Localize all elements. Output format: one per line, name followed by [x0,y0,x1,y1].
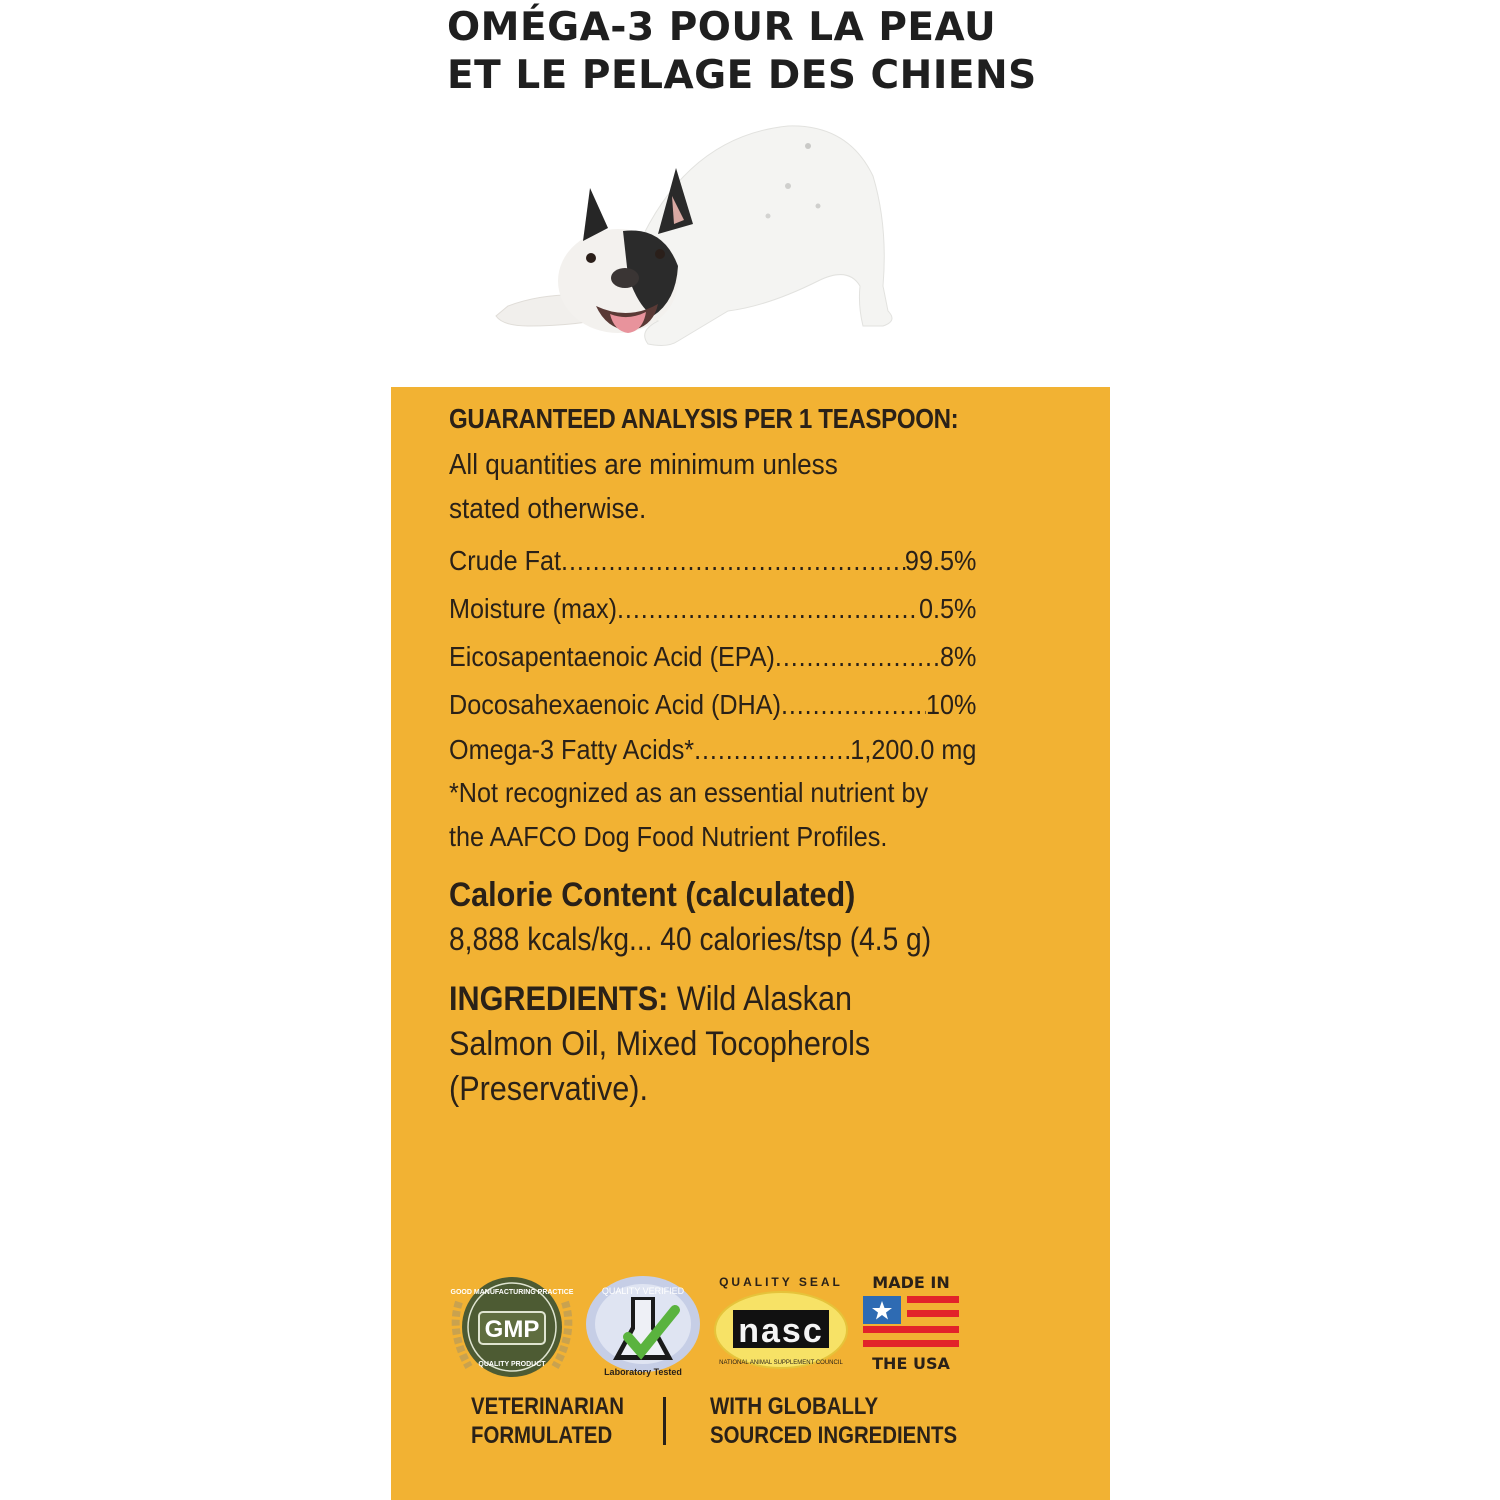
svg-text:THE USA: THE USA [872,1354,950,1373]
usa-flag-icon [861,1272,961,1382]
analysis-subheading [449,443,935,531]
nasc-seal-icon [711,1272,851,1382]
row-label: Moisture (max) [449,593,618,624]
svg-text:QUALITY VERIFIED: QUALITY VERIFIED [601,1286,685,1296]
leader-dots [561,537,905,585]
svg-text:GOOD MANUFACTURING PRACTICE: GOOD MANUFACTURING PRACTICE [450,1289,574,1296]
gmp-badge [449,1272,575,1382]
svg-text:Laboratory Tested: Laboratory Tested [604,1367,682,1377]
analysis-row [449,537,976,585]
row-label: Eicosapentaenoic Acid (EPA) [449,641,775,672]
row-label: Omega-3 Fatty Acids* [449,734,695,765]
row-value: 10% [925,689,977,720]
nasc-quality-seal [711,1272,851,1382]
lab-tested-badge [583,1272,703,1382]
analysis-row [449,633,976,681]
leader-dots [781,681,926,729]
svg-text:QUALITY SEAL: QUALITY SEAL [719,1275,843,1289]
analysis-row [449,729,976,771]
row-value: 8% [939,641,977,672]
dog-image [488,116,928,366]
footer-divider [663,1397,666,1445]
footnote [449,771,935,859]
analysis-row [449,681,976,729]
leader-dots [775,633,940,681]
svg-text:MADE IN: MADE IN [872,1273,950,1292]
leader-dots [617,585,919,633]
dog-illustration-icon [488,116,928,366]
leader-dots [694,729,850,771]
footer-left-line-1: VETERINARIAN [471,1393,625,1420]
footer-left-line-2: FORMULATED [471,1422,613,1449]
vet-formulated-label [471,1392,624,1450]
analysis-row [449,585,976,633]
subheading-line-2: stated otherwise. [449,493,647,525]
flask-check-icon [583,1272,703,1382]
ingredients-label: INGREDIENTS: [449,980,669,1018]
footnote-line-1: *Not recognized as an essential nutrient by [449,777,929,808]
row-value: 0.5% [918,593,977,624]
analysis-table [449,537,989,771]
calorie-heading: Calorie Content (calculated) [449,876,856,914]
title-line-2: ET LE PELAGE DES CHIENS [447,53,1037,98]
footer-right-line-1: WITH GLOBALLY [710,1393,879,1420]
gmp-seal-icon [449,1272,575,1382]
subheading-line-1: All quantities are minimum unless [449,449,838,481]
title-line-1: OMÉGA-3 POUR LA PEAU [447,5,997,50]
analysis-content [449,401,989,1112]
page-title [447,4,1087,100]
row-label: Docosahexaenoic Acid (DHA) [449,689,781,720]
svg-text:QUALITY PRODUCT: QUALITY PRODUCT [478,1361,546,1368]
certification-badges [449,1272,969,1382]
analysis-heading: GUARANTEED ANALYSIS PER 1 TEASPOON: [449,403,959,434]
made-in-usa-badge [861,1272,961,1382]
ingredients [449,977,917,1112]
globally-sourced-label [710,1392,957,1450]
row-value: 1,200.0 mg [850,734,977,765]
row-label: Crude Fat [449,545,562,576]
svg-text:NATIONAL ANIMAL SUPPLEMENT COU: NATIONAL ANIMAL SUPPLEMENT COUNCIL [719,1360,843,1366]
footer-right-line-2: SOURCED INGREDIENTS [710,1422,958,1449]
calorie-value: 8,888 kcals/kg... 40 calories/tsp (4.5 g) [449,921,932,957]
guaranteed-analysis-panel [391,387,1110,1500]
svg-text:GMP: GMP [484,1316,540,1343]
footnote-line-2: the AAFCO Dog Food Nutrient Profiles. [449,821,888,852]
row-value: 99.5% [904,545,977,576]
ingredients-text: Wild Alaskan Salmon Oil, Mixed Tocopherols (Preservative). [449,980,871,1108]
svg-text:nasc: nasc [738,1312,824,1350]
